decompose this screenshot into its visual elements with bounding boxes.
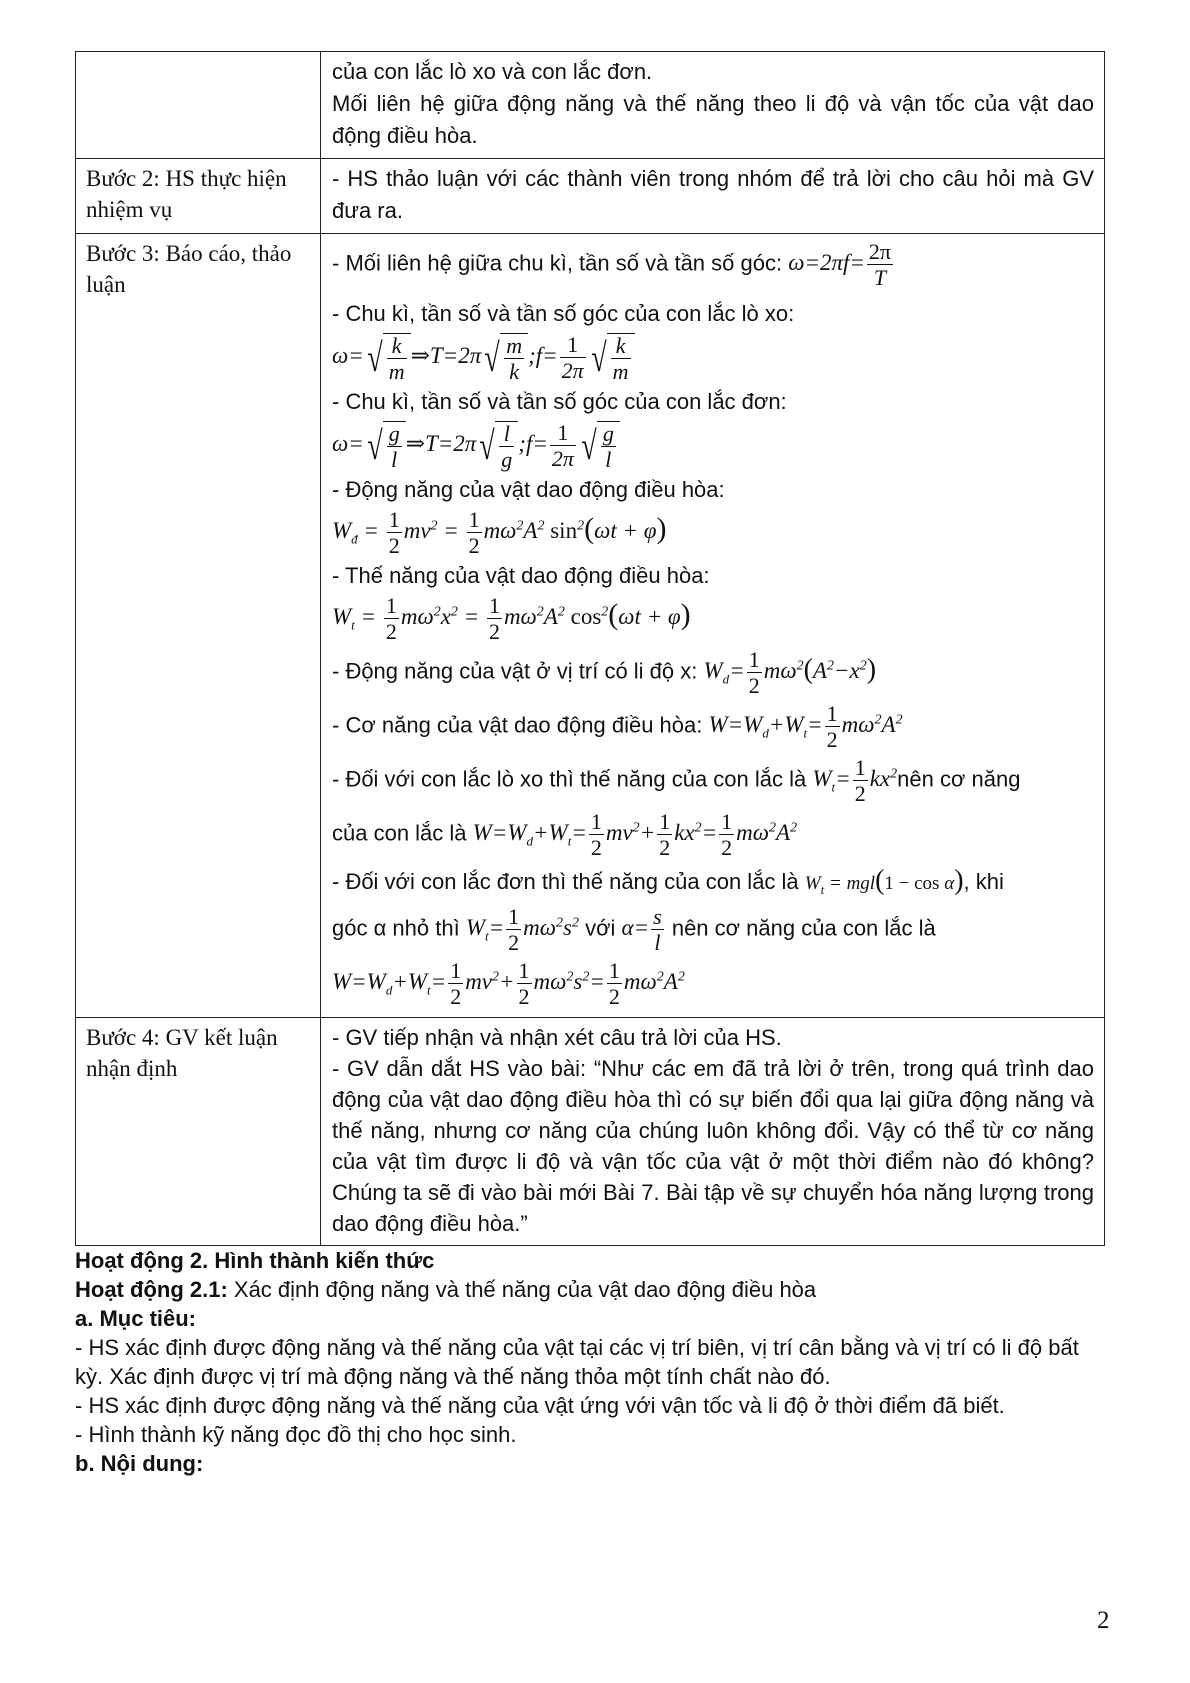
page-number: 2	[1097, 1607, 1110, 1634]
goal-item: - Hình thành kỹ năng đọc đồ thị cho học sinh.	[75, 1422, 517, 1447]
text-line: Mối liên hệ giữa động năng và thế năng theo li độ và vận tốc của vật dao động điều hòa.	[332, 91, 1094, 148]
text-line: của con lắc lò xo và con lắc đơn.	[332, 59, 653, 84]
table-row	[76, 159, 1105, 234]
content-cell	[321, 52, 1105, 159]
spring-energy-line: - Đối với con lắc lò xo thì thế năng của con lắc là $W_t=$ $\frac{1}{2}$ $kx^2nên$ cơ năng	[332, 755, 1021, 806]
activity-section	[75, 1246, 1105, 1478]
pendulum-energy-line: - Đối với con lắc đơn thì thế năng của con lắc là $W_t = mgl(1 - \cos \alpha)$, khi	[332, 865, 1004, 897]
document-page	[75, 51, 1105, 1478]
activity-heading: Hoạt động 2. Hình thành kiến thức	[75, 1248, 435, 1273]
goal-item: - HS xác định được động năng và thế năng của vật tại các vị trí biên, vị trí cân bằng và vị trí có li độ bất kỳ. Xác định được vị trí mà động năng và thế năng thỏa một tính chất nào đó.	[75, 1335, 1079, 1389]
text-line: - Động năng của vật dao động điều hòa:	[332, 477, 725, 502]
formula-spring-pendulum: ω=√ $\frac{k}{m}$ ⇒T=2π√ $\frac{m}{k}$ ;f= $\frac{1}{2\pi}$ √ $\frac{k}{m}$	[332, 330, 1094, 386]
relation-line: - Mối liên hệ giữa chu kì, tần số và tần số góc: ω=2πf= $\frac{2\pi}{T}$	[332, 238, 1094, 292]
text-line: - Thế năng của vật dao động điều hòa:	[332, 563, 710, 588]
spring-mechanical-line: của con lắc là $W=W_d+W_t=$ $\frac{1}{2}$ $mv^2+$ $\frac{1}{2}$ $kx^2=$ $\frac{1}{2}$ $m\omega^2A^2$	[332, 809, 798, 860]
lesson-plan-table	[75, 51, 1105, 1246]
content-heading: b. Nội dung:	[75, 1451, 204, 1476]
text-line: - Chu kì, tần số và tần số góc của con lắc lò xo:	[332, 301, 795, 326]
goal-item: - HS xác định được động năng và thế năng của vật ứng với vận tốc và li độ ở thời điểm đã biết.	[75, 1393, 1005, 1418]
table-row	[76, 234, 1105, 1018]
text-line: - GV tiếp nhận và nhận xét câu trả lời của HS.	[332, 1025, 782, 1050]
goal-heading: a. Mục tiêu:	[75, 1306, 197, 1331]
mechanical-energy-line: - Cơ năng của vật dao động điều hòa: $W=W_d+W_t=$ $\frac{1}{2}$ $m\omega^2A^2$	[332, 701, 903, 752]
small-angle-line: góc α nhỏ thì $W_t=$ $\frac{1}{2}$ $m\omega^2s^2$ với α= $\frac{s}{l}$ nên cơ năng của con lắc là	[332, 904, 936, 955]
activity-subheading: Hoạt động 2.1: Xác định động năng và thế năng của vật dao động điều hòa	[75, 1277, 817, 1302]
table-row	[76, 52, 1105, 159]
text-line: - GV dẫn dắt HS vào bài: “Như các em đã trả lời ở trên, trong quá trình dao động của vật dao động điều hòa thì có sự biến đổi qua lại giữa động năng và thế năng, nhưng cơ năng của chúng luôn không đổi. Vậy có thể từ cơ năng của vật tìm được li độ và vận tốc của vật ở một thời điểm nào đó không? Chúng ta sẽ đi vào bài mới Bài 7. Bài tập về sự chuyển hóa năng lượng trong dao động điều hòa.”	[332, 1056, 1094, 1236]
formula-omega-period: ω=2πf= $\frac{2\pi}{T}$	[788, 239, 892, 290]
kinetic-at-x-line: - Động năng của vật ở vị trí có li độ x: $W_d=$ $\frac{1}{2}$ $m\omega^2(A^2-x^2)$	[332, 647, 877, 698]
content-cell	[321, 1018, 1105, 1246]
formula-kinetic-energy: $W_đ$ = $\frac{1}{2}$ $mv^2$ = $\frac{1}{2}$ $m\omega^2A^2$ $\sin^2(\omega t + \varphi)$	[332, 507, 667, 558]
text-line: - Chu kì, tần số và tần số góc của con lắc đơn:	[332, 389, 787, 414]
formula-simple-pendulum: ω=√ $\frac{g}{l}$ ⇒T=2π√ $\frac{l}{g}$ ;f= $\frac{1}{2\pi}$ √ $\frac{g}{l}$	[332, 418, 1094, 474]
step-cell: Bước 3: Báo cáo, thảo luận	[76, 234, 321, 1018]
content-cell	[321, 159, 1105, 234]
step-cell: Bước 2: HS thực hiện nhiệm vụ	[76, 159, 321, 234]
pendulum-mechanical-formula: $W=W_d+W_t=$ $\frac{1}{2}$ $mv^2+$ $\frac{1}{2}$ $m\omega^2s^2=$ $\frac{1}{2}$ $m\omega^2A^2$	[332, 958, 685, 1009]
content-cell	[321, 234, 1105, 1018]
text-line: - HS thảo luận với các thành viên trong nhóm để trả lời cho câu hỏi mà GV đưa ra.	[332, 166, 1094, 223]
step-cell: Bước 4: GV kết luận nhận định	[76, 1018, 321, 1246]
formula-potential-energy: $W_t$ = $\frac{1}{2}$ $m\omega^2x^2$ = $\frac{1}{2}$ $m\omega^2A^2$ $\cos^2(\omega t + \varphi)$	[332, 593, 691, 644]
step-cell	[76, 52, 321, 159]
table-row	[76, 1018, 1105, 1246]
